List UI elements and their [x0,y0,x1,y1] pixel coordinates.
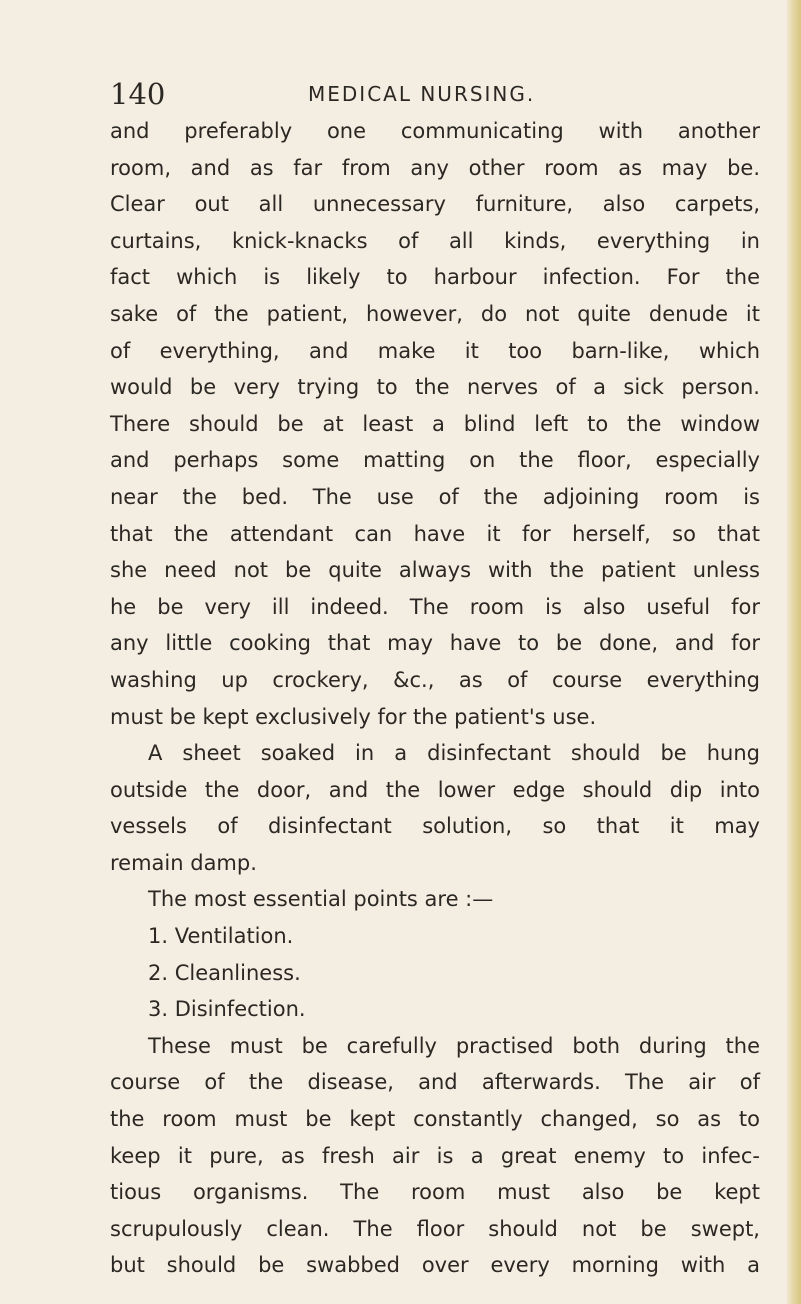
text-line: washing up crockery, &c., as of course everything [110,667,760,692]
text-line: of everything, and make it too barn-like, which [110,338,760,363]
text-line: fact which is likely to harbour infection. For the [110,265,760,290]
text-line: and perhaps some matting on the floor, especially [110,448,760,473]
text-line: course of the disease, and afterwards. The air of [110,1070,760,1095]
text-line: near the bed. The use of the adjoining room is [110,484,760,509]
text-line: Clear out all unnecessary furniture, also carpets, [110,192,760,217]
text-line: remain damp. [110,850,257,875]
text-line: the room must be kept constantly changed, so as to [110,1107,760,1132]
text-line: These must be carefully practised both during the [148,1033,760,1058]
list-item: 2. Cleanliness. [148,960,301,985]
text-line: keep it pure, as fresh air is a great enemy to infec- [110,1143,760,1168]
text-line: There should be at least a blind left to the window [110,411,760,436]
body-text [110,113,760,1284]
list-item: 1. Ventilation. [148,924,294,949]
text-line: scrupulously clean. The floor should not be swept, [110,1216,760,1241]
text-line: A sheet soaked in a disinfectant should be hung [148,741,760,766]
text-line: room, and as far from any other room as may be. [110,155,760,180]
list-intro: The most essential points are :— [148,887,494,912]
page-number: 140 [110,77,166,111]
page-edge [787,0,801,1304]
text-line: he be very ill indeed. The room is also useful for [110,594,760,619]
text-line: but should be swabbed over every morning with a [110,1253,760,1278]
text-line: curtains, knick-knacks of all kinds, everything in [110,228,760,253]
text-line: she need not be quite always with the patient unless [110,558,760,583]
text-line: tious organisms. The room must also be kept [110,1180,760,1205]
text-line: sake of the patient, however, do not quite denude it [110,301,760,326]
list-item: 3. Disinfection. [148,997,306,1022]
text-line: that the attendant can have it for herself, so that [110,521,760,546]
text-line: vessels of disinfectant solution, so that it may [110,814,760,839]
text-line: would be very trying to the nerves of a sick person. [110,375,760,400]
running-head [110,74,750,114]
text-line: any little cooking that may have to be done, and for [110,631,760,656]
book-title: MEDICAL NURSING. [308,82,536,106]
text-line: must be kept exclusively for the patient's use. [110,704,597,729]
text-line: outside the door, and the lower edge should dip into [110,777,760,802]
text-line: and preferably one communicating with another [110,119,760,143]
